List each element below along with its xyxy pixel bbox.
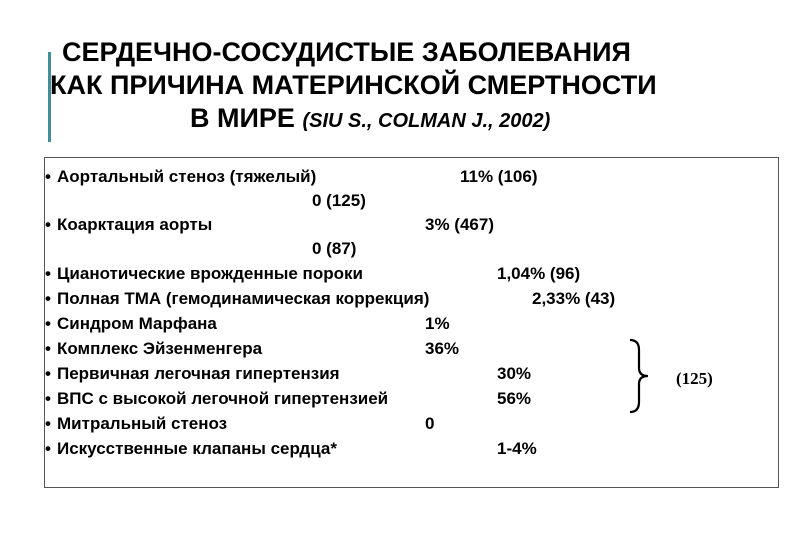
item-value: 36% (425, 339, 460, 358)
title-citation: (SIU S., COLMAN J., 2002) (302, 110, 551, 132)
item-label: Коарктация аорты (57, 215, 213, 234)
bullet: • (45, 439, 51, 458)
item-value: 1% (425, 314, 450, 333)
title-line-3-text: В МИРЕ (190, 103, 295, 133)
bullet: • (45, 264, 51, 283)
title-line-3 (190, 102, 550, 138)
item-label: ВПС с высокой легочной гипертензией (57, 389, 389, 408)
item-label: Синдром Марфана (57, 314, 217, 333)
bullet: • (45, 389, 51, 408)
bullet: • (45, 339, 51, 358)
item-value: 11% (106) (460, 167, 538, 186)
item-value: 0 (87) (312, 239, 357, 258)
item-label: Первичная легочная гипертензия (57, 364, 340, 383)
item-label: Цианотические врожденные пороки (57, 264, 363, 283)
item-value: 56% (497, 389, 532, 408)
bullet: • (45, 414, 51, 433)
bullet: • (45, 314, 51, 333)
item-label: Комплекс Эйзенменгера (57, 339, 263, 358)
bullet: • (45, 364, 51, 383)
bullet: • (45, 167, 51, 186)
item-label: Искусственные клапаны сердца* (57, 439, 337, 458)
right-brace (628, 338, 650, 414)
item-label: Аортальный стеноз (тяжелый) (57, 167, 317, 186)
title-line-1: СЕРДЕЧНО-СОСУДИСТЫЕ ЗАБОЛЕВАНИЯ (62, 37, 631, 67)
item-value: 0 (425, 414, 435, 433)
item-value: 3% (467) (425, 215, 494, 234)
item-value: 1,04% (96) (497, 264, 581, 283)
bullet: • (45, 215, 51, 234)
item-value: 30% (497, 364, 532, 383)
bracket-note: (125) (676, 369, 713, 388)
item-value: 0 (125) (312, 191, 366, 210)
item-label: Полная ТМА (гемодинамическая коррекция) (57, 289, 430, 308)
item-value: 2,33% (43) (532, 289, 616, 308)
bullet: • (45, 289, 51, 308)
title-line-2: КАК ПРИЧИНА МАТЕРИНСКОЙ СМЕРТНОСТИ (50, 70, 657, 100)
item-value: 1-4% (497, 439, 537, 458)
item-label: Митральный стеноз (57, 414, 228, 433)
